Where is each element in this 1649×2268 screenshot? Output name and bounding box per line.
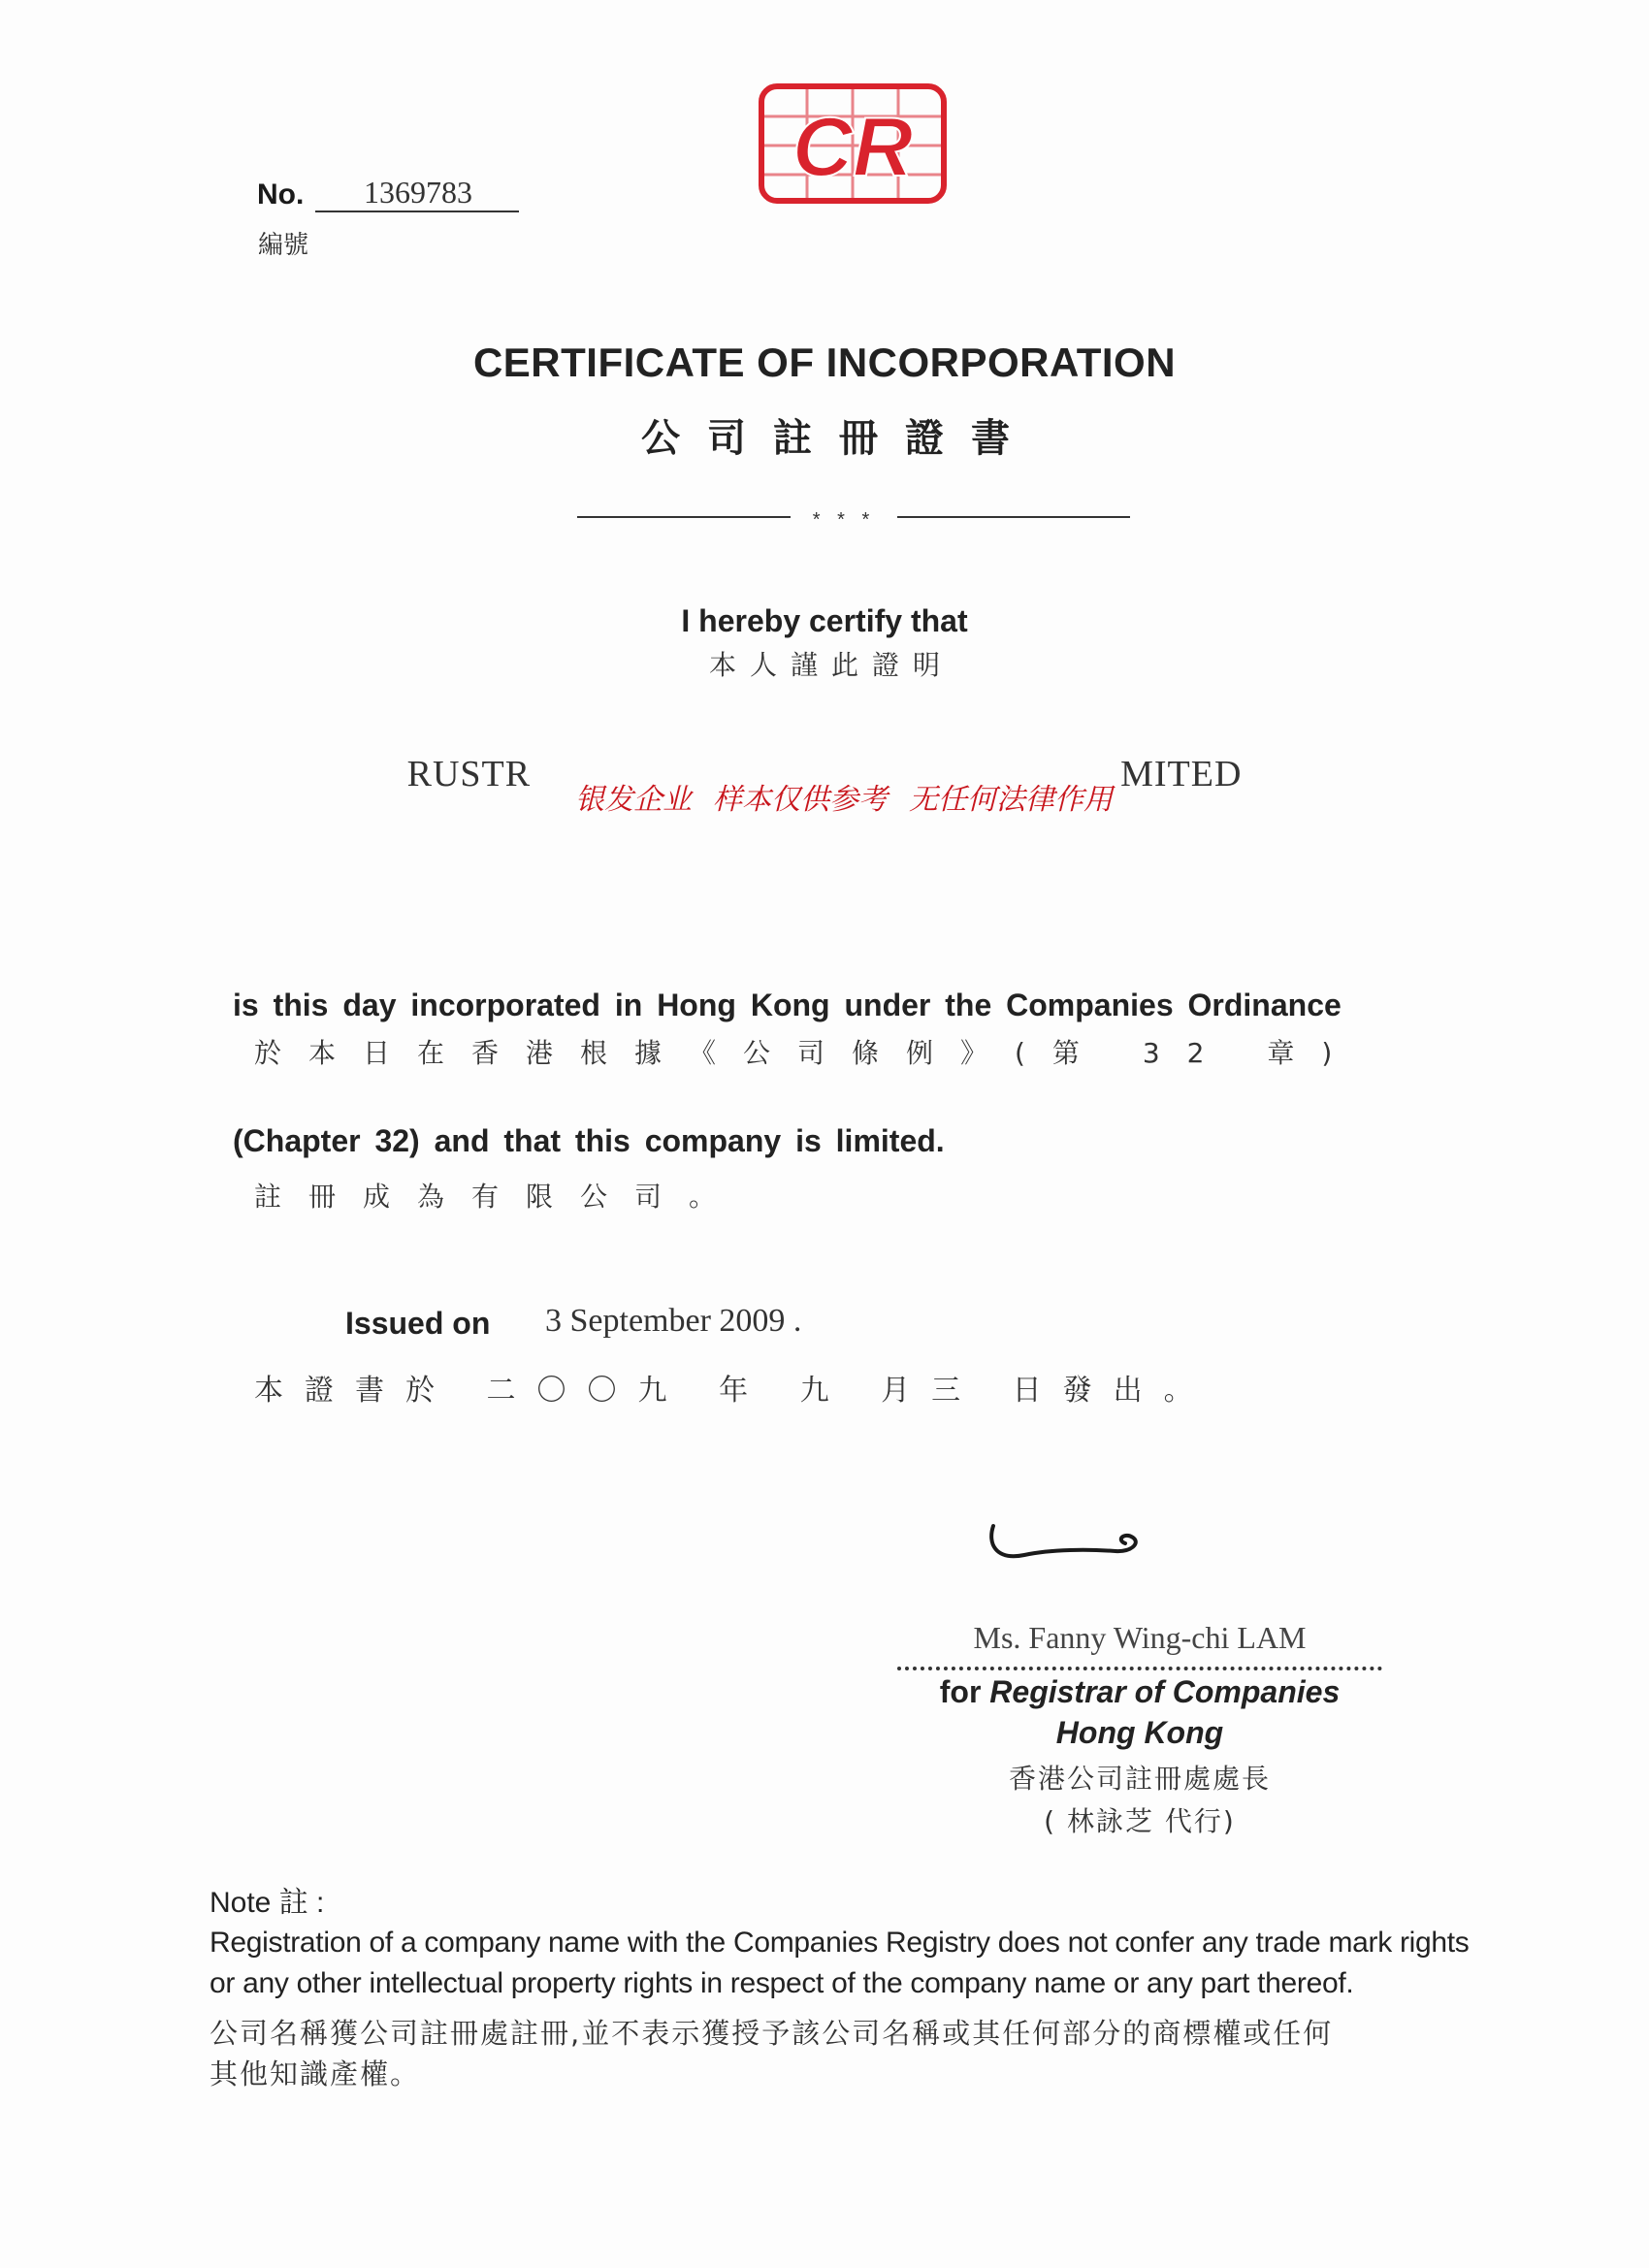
certify-statement-cn: 本人謹此證明 [708, 649, 954, 681]
watermark-text-2: 样本仅供参考 [713, 783, 888, 817]
note-text-cn-line2: 其他知識產權。 [210, 2057, 421, 2090]
signatory-name: Ms. Fanny Wing-chi LAM [973, 1620, 1307, 1655]
incorporation-statement-line2-cn: 註冊成為有限公司。 [254, 1181, 744, 1213]
number-label-cn: 編號 [258, 231, 309, 260]
watermark-text-3: 无任何法律作用 [909, 783, 1113, 817]
watermark-text-1: 银发企业 [575, 783, 692, 817]
issued-on-cn: 本證書於 二〇〇九 年 九 月三 日發出。 [254, 1374, 1214, 1408]
signatory-acting-cn: ( 林詠芝 代行) [1044, 1805, 1236, 1837]
certificate-title-cn: 公司註冊證書 [641, 416, 1037, 461]
signatory-for: for [939, 1674, 982, 1709]
handwritten-signature [980, 1499, 1145, 1567]
sample-watermark [567, 766, 1120, 826]
signature-dotted-line [897, 1647, 1382, 1670]
note-text-line1: Registration of a company name with the Companies Registry does not confer any trade mark rights [210, 1927, 1470, 1959]
company-name-right: MITED [1120, 754, 1243, 794]
incorporation-statement-line1: is this day incorporated in Hong Kong under the Companies Ordinance [233, 988, 1342, 1022]
issued-on-date: 3 September 2009 . [545, 1303, 802, 1339]
company-name-left: RUSTR [406, 754, 532, 794]
divider-line-left [577, 516, 791, 518]
issued-on-label: Issued on [345, 1306, 491, 1341]
certificate-title: CERTIFICATE OF INCORPORATION [472, 340, 1177, 385]
certificate-number: 1369783 [315, 175, 519, 212]
note-label: Note 註 : [210, 1887, 325, 1919]
divider-stars: * * * [812, 509, 876, 531]
cr-logo [759, 83, 947, 204]
signatory-title-text: Registrar of Companies [989, 1674, 1341, 1709]
incorporation-statement-line1-cn: 於本日在香港根據《公司條例》(第 32 章) [254, 1037, 1360, 1069]
signatory-title [902, 1674, 1377, 1710]
incorporation-statement-line2: (Chapter 32) and that this company is limited. [233, 1123, 945, 1158]
certify-statement: I hereby certify that [681, 603, 968, 638]
note-text-cn-line1: 公司名稱獲公司註冊處註冊,並不表示獲授予該公司名稱或其任何部分的商標權或任何 [210, 2017, 1334, 2050]
note-text-line2: or any other intellectual property rights in respect of the company name or any part thereof. [210, 1967, 1354, 1999]
divider-line-right [897, 516, 1130, 518]
logo-text: CR [792, 101, 914, 194]
signatory-title-cn: 香港公司註冊處處長 [1008, 1763, 1271, 1795]
number-label: No. [257, 178, 305, 211]
signatory-location: Hong Kong [1055, 1715, 1224, 1750]
